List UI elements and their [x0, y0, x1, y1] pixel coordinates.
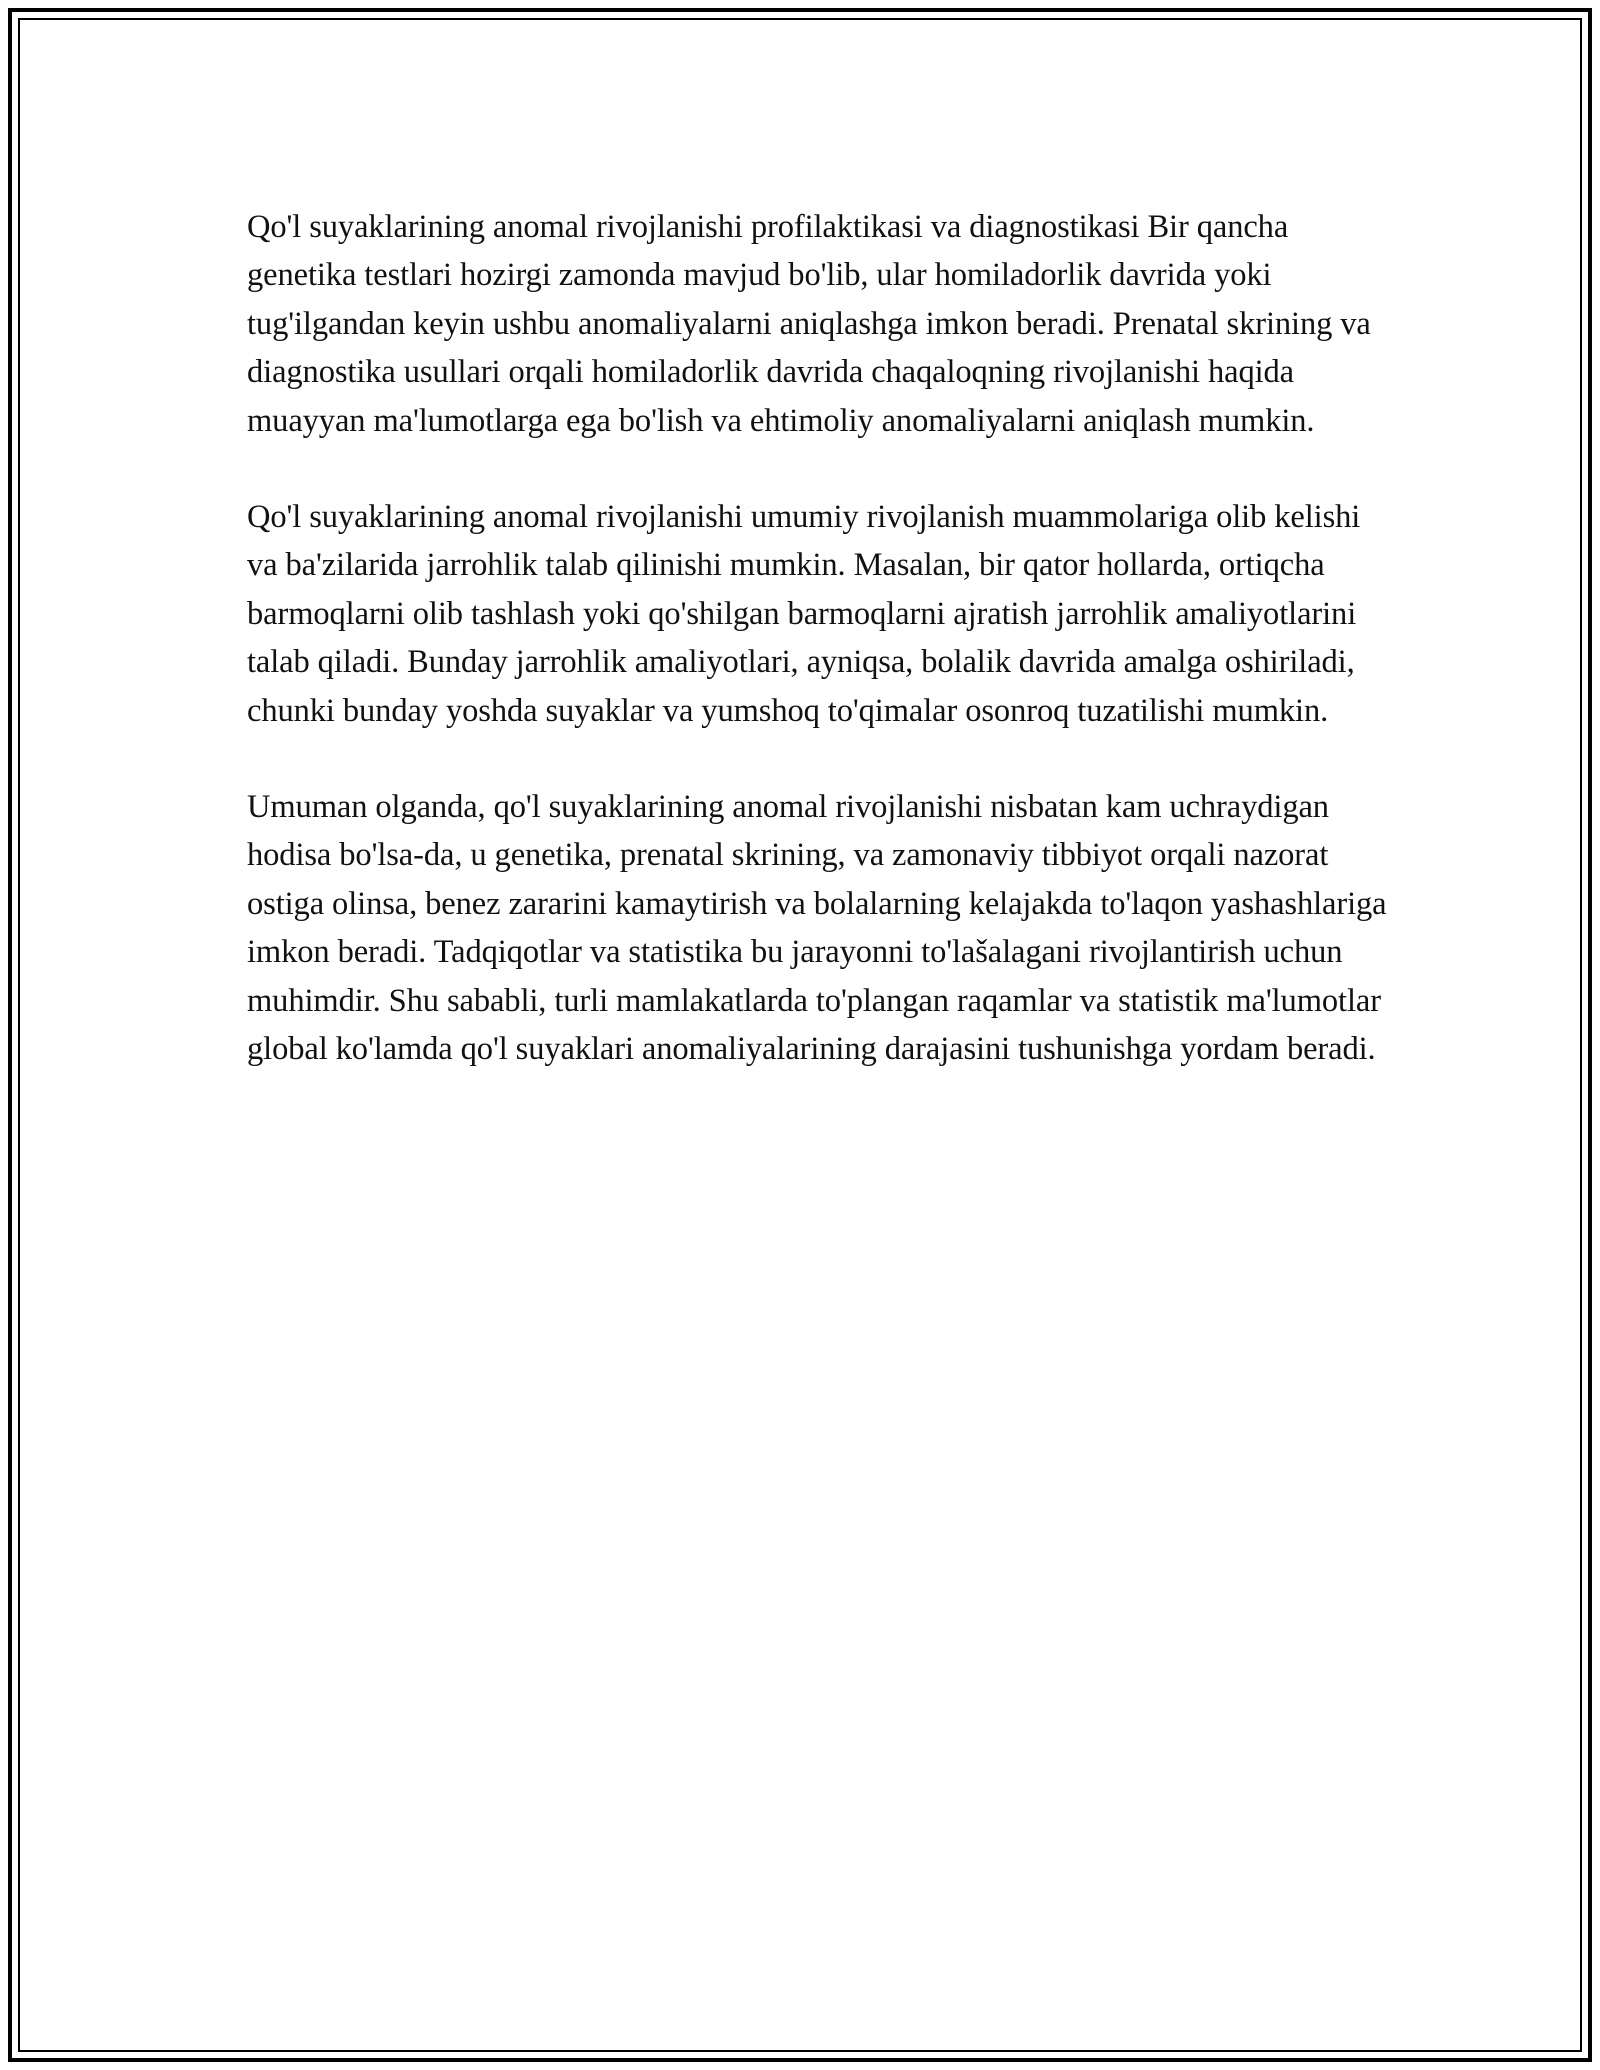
paragraph-conclusion: Umuman olganda, qo'l suyaklarining anomal rivojlanishi nisbatan kam uchraydigan hodisa bo'lsa-da, u genetika, prenatal skrining, va zamonaviy tibbiyot orqali nazorat ostiga olinsa, benez zararini kamaytirish va bolalarning kelajakda to'laqon yashashlariga imkon beradi. Tadqiqotlar va statistika bu jarayonni to'lašalagani rivojlantirish uchun muhimdir. Shu sababli, turli mamlakatlarda to'plangan raqamlar va statistik ma'lumotlar global ko'lamda qo'l suyaklari anomaliyalarining darajasini tushunishga yordam beradi.: [247, 789, 1387, 1068]
document-body: [247, 203, 1387, 1122]
paragraph-surgery: Qo'l suyaklarining anomal rivojlanishi umumiy rivojlanish muammolariga olib kelishi va ba'zilarida jarrohlik talab qilinishi mumkin. Masalan, bir qator hollarda, ortiqcha barmoqlarni olib tashlash yoki qo'shilgan barmoqlarni ajratish jarrohlik amaliyotlarini talab qiladi. Bunday jarrohlik amaliyotlari, ayniqsa, bolalik davrida amalga oshiriladi, chunki bunday yoshda suyaklar va yumshoq to'qimalar osonroq tuzatilishi mumkin.: [247, 499, 1361, 729]
page-border: [8, 8, 1592, 2062]
paragraph-prevention-diagnostics: Qo'l suyaklarining anomal rivojlanishi profilaktikasi va diagnostikasi Bir qancha genetika testlari hozirgi zamonda mavjud bo'lib, ular homiladorlik davrida yoki tug'ilgandan keyin ushbu anomaliyalarni aniqlashga imkon beradi. Prenatal skrining va diagnostika usullari orqali homiladorlik davrida chaqaloqning rivojlanishi haqida muayyan ma'lumotlarga ega bo'lish va ehtimoliy anomaliyalarni aniqlash mumkin.: [247, 209, 1371, 439]
